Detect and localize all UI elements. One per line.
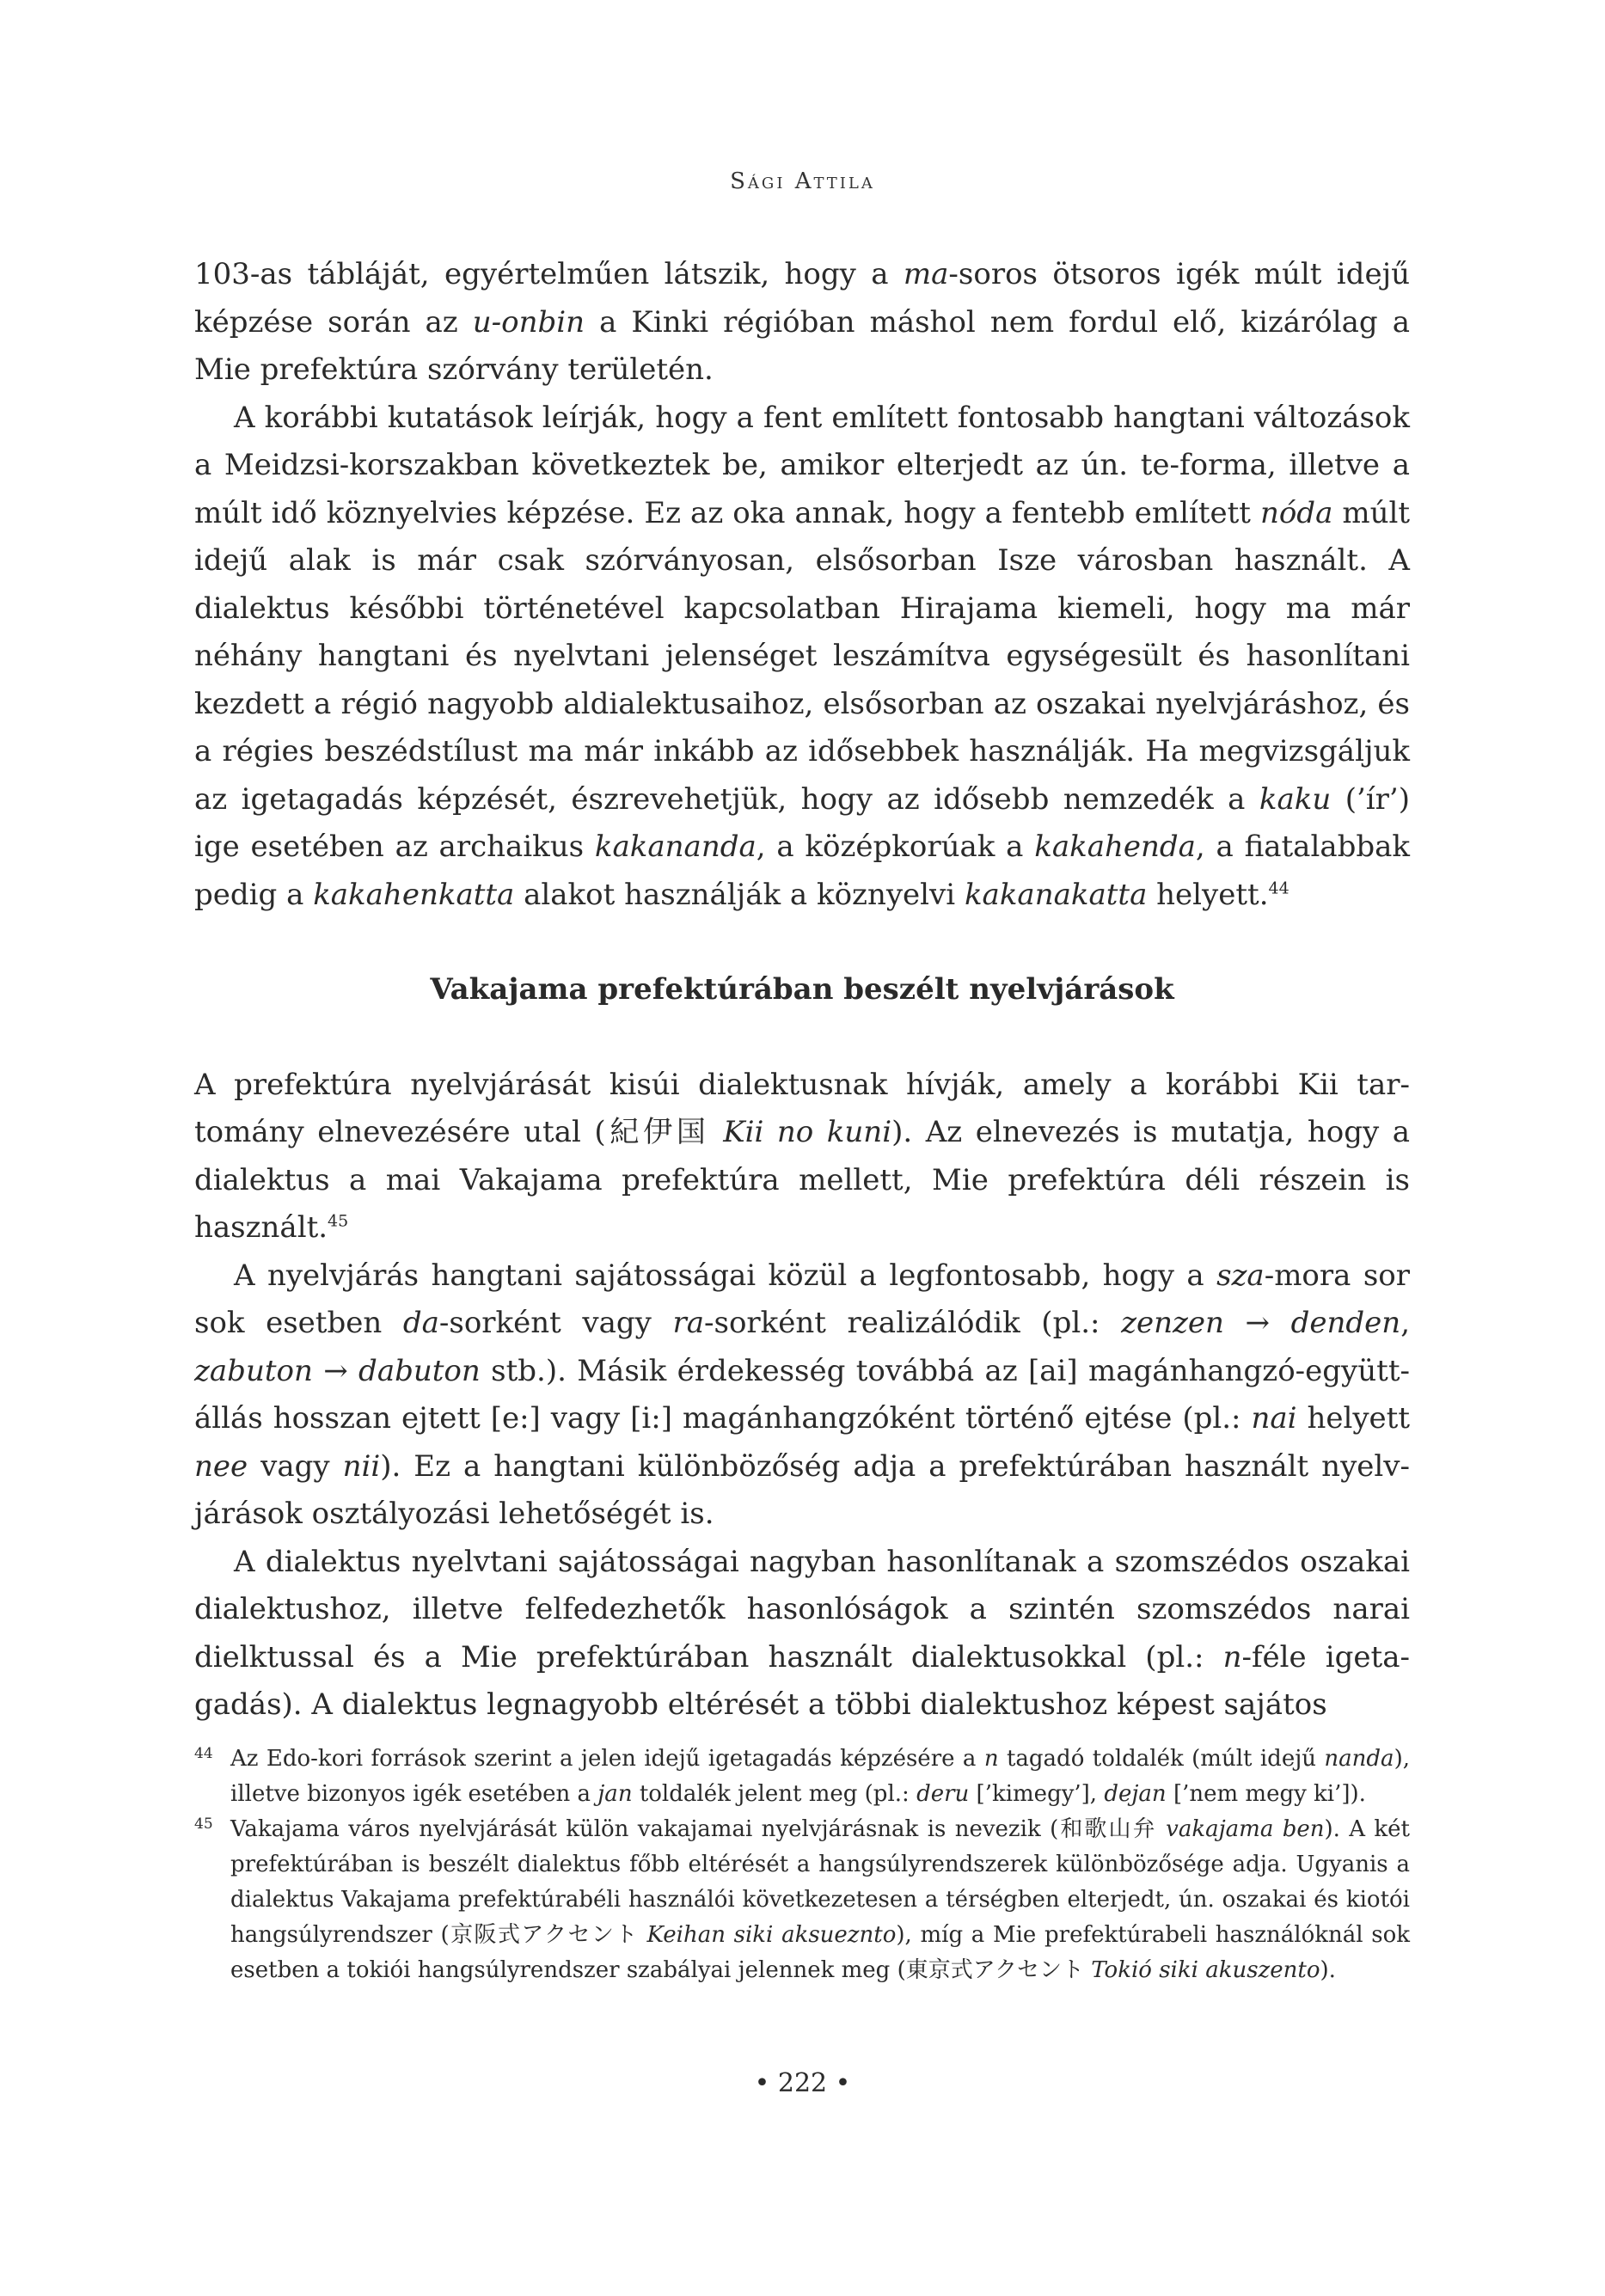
running-head: Sági Attila [730,168,875,194]
paragraph: A dialektus nyelvtani sajátosságai nagyban hasonlítanak a szomszédos oszakai dialektushoz, illetve felfedezhetők hasonlóságok a szintén szomszédos narai dielktussal és a Mie prefektúrában használt dialektusokkal (pl.: n-féle igetagadás). A dialektus legnagyobb eltérését a többi dialektushoz képest sajátos [194,1544,1410,1722]
body-text [194,251,1410,1730]
footnote-number: 44 [194,1745,213,1762]
paragraph: A prefektúra nyelvjárását kisúi dialektusnak hívják, amely a korábbi Kii tartomány elnevezésére utal (紀伊国 Kii no kuni). Az elnevezés is mutatja, hogy a dialektus a mai Vakajama prefektúra mellett, Mie prefektúra déli részein is használt.$^{45}$ [194,1067,1411,1245]
page-number: • 222 • [754,2068,851,2098]
paragraph: 103-as tábláját, egyértelműen látszik, hogy a ma-soros ötsoros igék múlt idejű képzése során az u-onbin a Kinki régióban máshol nem fordul elő, kizárólag a Mie prefektúra szórvány területén. [194,257,1411,387]
footnotes [194,1742,1410,1988]
footnote-reference: 44 [1268,879,1290,898]
footnote-number: 45 [194,1815,213,1833]
section-heading: Vakajama prefektúrában beszélt nyelvjárások [430,972,1174,1007]
footnote-reference: 45 [328,1211,349,1231]
paragraph: A korábbi kutatások leírják, hogy a fent említett fontosabb hangtani változások a Meidzsi-korszakban következtek be, amikor elterjedt az ún. te-forma, illetve a múlt idő köznyelvies képzése. Ez az oka annak, hogy a fentebb említett nóda múlt idejű alak is már csak szórványosan, elsősorban Isze városban használt. A dialektus későbbi történetével kapcsolatban Hirajama kiemeli, hogy ma már néhány hangtani és nyelvtani jelenséget leszámítva egységesült és hasonlítani kezdett a régió nagyobb aldialektusaihoz, elsősorban az oszakai nyelvjáráshoz, és a régies beszédstílust ma már inkább az idősebbek használják. Ha megvizsgáljuk az igetagadás képzését, észrevehetjük, hogy az idősebb nemzedék a kaku (’ír’) ige esetében az archaikus kakananda, a középkorúak a kakahenda, a fiatalabbak pedig a kakahenkatta alakot használják a köznyelvi kakanakatta helyett.$^{44}$ [194,400,1410,912]
footnote-45: 45 Vakajama város nyelvjárását külön vakajamai nyelvjárásnak is nevezik (和歌山弁 vakajama ben). A két prefektúrában is beszélt dialektus főbb eltérését a hangsúlyrendszerek különbözősége adja. Ugyanis a dialektus Vakajama prefektúrabéli használói következetesen a térségben elterjedt, ún. oszakai és kiotói hangsúlyrendszer (京阪式アクセント Keihan siki aksueznto), míg a Mie prefektúrabeli használóknál sok esetben a tokiói hangsúlyrendszer szabályai jelennek meg (東京式アクセント Tokió siki akuszento). [194,1812,1410,1988]
footnote-44: 44 Az Edo-kori források szerint a jelen idejű igetagadás képzésére a n tagadó toldalék (múlt idejű nanda), illetve bizonyos igék esetében a jan toldalék jelent meg (pl.: deru [’kimegy’], dejan [’nem megy ki’]). [194,1742,1410,1812]
paragraph: A nyelvjárás hangtani sajátosságai közül a legfontosabb, hogy a sza-mora sor sok esetben da-sorként vagy ra-sorként realizálódik (pl.: zenzen → denden, zabuton → dabuton stb.). Másik érdekesség továbbá az [ai] magánhangzó-együttállás hosszan ejtett [e:] vagy [i:] magánhangzóként történő ejtése (pl.: nai helyett nee vagy nii). Ez a hangtani különbözőség adja a prefektúrában használt nyelvjárások osztályozási lehetőségét is. [194,1258,1410,1531]
